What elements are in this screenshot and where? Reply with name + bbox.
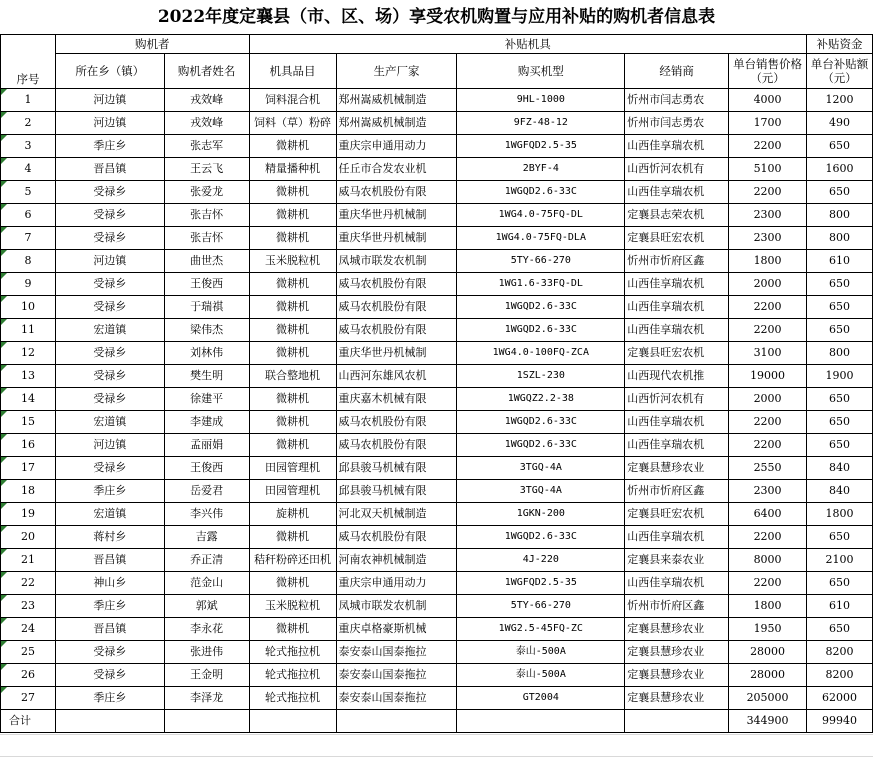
table-row (1, 388, 873, 411)
cell-town[interactable]: 受禄乡 (55, 204, 164, 227)
cell-buyer[interactable]: 张爱龙 (164, 181, 249, 204)
cell-buyer[interactable]: 王俊西 (164, 273, 249, 296)
table-row (1, 158, 873, 181)
cell-seq[interactable]: 17 (1, 457, 56, 480)
table-row (1, 641, 873, 664)
cell-subsidy[interactable]: 490 (807, 112, 873, 135)
cell-seq[interactable]: 1 (1, 89, 56, 112)
cell-model[interactable]: 1WG4.0-100FQ-ZCA (457, 342, 625, 365)
cell-dealer[interactable]: 山西佳享瑞农机 (625, 434, 729, 457)
cell-model[interactable]: 4J-220 (457, 549, 625, 572)
total-cell[interactable] (164, 710, 249, 733)
table-row (1, 89, 873, 112)
cell-seq[interactable]: 10 (1, 296, 56, 319)
cell-maker[interactable]: 山西河东雄风农机 (336, 365, 457, 388)
cell-seq[interactable]: 25 (1, 641, 56, 664)
cell-seq[interactable]: 20 (1, 526, 56, 549)
cell-price[interactable]: 4000 (729, 89, 807, 112)
cell-dealer[interactable]: 定襄县慧珍农业 (625, 664, 729, 687)
table-row (1, 457, 873, 480)
cell-buyer[interactable]: 张吉怀 (164, 227, 249, 250)
cell-price[interactable]: 2200 (729, 135, 807, 158)
total-cell[interactable] (249, 710, 336, 733)
cell-item[interactable]: 田园管理机 (249, 480, 336, 503)
table-row (1, 319, 873, 342)
cell-model[interactable]: 1WGFQD2.5-35 (457, 135, 625, 158)
cell-price[interactable]: 2000 (729, 273, 807, 296)
cell-town[interactable]: 受禄乡 (55, 388, 164, 411)
cell-item[interactable]: 旋耕机 (249, 503, 336, 526)
cell-model[interactable]: 1WGQD2.6-33C (457, 411, 625, 434)
cell-model[interactable]: 1WG4.0-75FQ-DLA (457, 227, 625, 250)
cell-item[interactable]: 微耕机 (249, 273, 336, 296)
cell-seq[interactable]: 27 (1, 687, 56, 710)
cell-town[interactable]: 宏道镇 (55, 411, 164, 434)
header-maker[interactable]: 生产厂家 (336, 54, 457, 89)
table-row (1, 181, 873, 204)
cell-price[interactable]: 2200 (729, 526, 807, 549)
cell-item[interactable]: 饲料混合机 (249, 89, 336, 112)
cell-town[interactable]: 受禄乡 (55, 227, 164, 250)
header-town[interactable]: 所在乡（镇） (55, 54, 164, 89)
cell-buyer[interactable]: 范金山 (164, 572, 249, 595)
cell-dealer[interactable]: 山西忻河农机有 (625, 388, 729, 411)
cell-item[interactable]: 微耕机 (249, 181, 336, 204)
cell-item[interactable]: 微耕机 (249, 319, 336, 342)
cell-buyer[interactable]: 戎效峰 (164, 112, 249, 135)
cell-subsidy[interactable]: 1600 (807, 158, 873, 181)
cell-maker[interactable]: 威马农机股份有限 (336, 526, 457, 549)
cell-town[interactable]: 宏道镇 (55, 319, 164, 342)
cell-buyer[interactable]: 郭斌 (164, 595, 249, 618)
total-cell[interactable] (625, 710, 729, 733)
cell-seq[interactable]: 6 (1, 204, 56, 227)
total-cell[interactable] (55, 710, 164, 733)
total-row (1, 710, 873, 733)
cell-item[interactable]: 精量播种机 (249, 158, 336, 181)
table-row (1, 296, 873, 319)
cell-subsidy[interactable]: 1900 (807, 365, 873, 388)
cell-subsidy[interactable]: 650 (807, 273, 873, 296)
table-row (1, 227, 873, 250)
cell-buyer[interactable]: 王金明 (164, 664, 249, 687)
cell-model[interactable]: 泰山-500A (457, 664, 625, 687)
cell-item[interactable]: 微耕机 (249, 227, 336, 250)
table-row (1, 618, 873, 641)
cell-price[interactable]: 2300 (729, 227, 807, 250)
cell-dealer[interactable]: 山西佳享瑞农机 (625, 526, 729, 549)
header-group-fund[interactable]: 补贴资金 (807, 35, 873, 54)
empty-grid-area (0, 734, 873, 772)
cell-maker[interactable]: 威马农机股份有限 (336, 434, 457, 457)
cell-item[interactable]: 微耕机 (249, 342, 336, 365)
cell-item[interactable]: 玉米脱粒机 (249, 595, 336, 618)
table-row (1, 273, 873, 296)
table-row (1, 549, 873, 572)
cell-seq[interactable]: 19 (1, 503, 56, 526)
table-row (1, 204, 873, 227)
cell-maker[interactable]: 威马农机股份有限 (336, 273, 457, 296)
cell-maker[interactable]: 邱县骏马机械有限 (336, 480, 457, 503)
cell-maker[interactable]: 重庆华世丹机械制 (336, 227, 457, 250)
cell-item[interactable]: 微耕机 (249, 526, 336, 549)
cell-maker[interactable]: 威马农机股份有限 (336, 181, 457, 204)
header-group-machine[interactable]: 补贴机具 (249, 35, 806, 54)
cell-dealer[interactable]: 山西佳享瑞农机 (625, 181, 729, 204)
cell-model[interactable]: 3TGQ-4A (457, 457, 625, 480)
cell-item[interactable]: 微耕机 (249, 135, 336, 158)
cell-dealer[interactable]: 定襄县来泰农业 (625, 549, 729, 572)
cell-maker[interactable]: 河北双天机械制造 (336, 503, 457, 526)
cell-model[interactable]: 1WG1.6-33FQ-DL (457, 273, 625, 296)
sheet-title: 2022年度定襄县（市、区、场）享受农机购置与应用补贴的购机者信息表 (0, 0, 873, 35)
total-price[interactable]: 344900 (729, 710, 807, 733)
cell-subsidy[interactable]: 650 (807, 411, 873, 434)
cell-subsidy[interactable]: 650 (807, 296, 873, 319)
cell-seq[interactable]: 8 (1, 250, 56, 273)
cell-dealer[interactable]: 定襄县慧珍农业 (625, 618, 729, 641)
cell-maker[interactable]: 重庆华世丹机械制 (336, 204, 457, 227)
cell-seq[interactable]: 13 (1, 365, 56, 388)
cell-seq[interactable]: 11 (1, 319, 56, 342)
cell-price[interactable]: 2200 (729, 319, 807, 342)
cell-seq[interactable]: 18 (1, 480, 56, 503)
cell-town[interactable]: 河边镇 (55, 89, 164, 112)
cell-model[interactable]: 1SZL-230 (457, 365, 625, 388)
cell-price[interactable]: 1950 (729, 618, 807, 641)
cell-model[interactable]: 9FZ-48-12 (457, 112, 625, 135)
cell-price[interactable]: 8000 (729, 549, 807, 572)
cell-seq[interactable]: 24 (1, 618, 56, 641)
cell-price[interactable]: 2300 (729, 204, 807, 227)
cell-maker[interactable]: 郑州嵩威机械制造 (336, 112, 457, 135)
cell-dealer[interactable]: 定襄县旺宏农机 (625, 342, 729, 365)
cell-town[interactable]: 季庄乡 (55, 687, 164, 710)
header-group-buyer[interactable]: 购机者 (55, 35, 249, 54)
cell-town[interactable]: 河边镇 (55, 112, 164, 135)
cell-subsidy[interactable]: 650 (807, 319, 873, 342)
cell-price[interactable]: 2000 (729, 388, 807, 411)
cell-buyer[interactable]: 张吉怀 (164, 204, 249, 227)
cell-buyer[interactable]: 李兴伟 (164, 503, 249, 526)
cell-buyer[interactable]: 徐建平 (164, 388, 249, 411)
cell-maker[interactable]: 重庆卓格豪斯机械 (336, 618, 457, 641)
table-row (1, 411, 873, 434)
cell-subsidy[interactable]: 650 (807, 526, 873, 549)
cell-subsidy[interactable]: 840 (807, 480, 873, 503)
cell-seq[interactable]: 15 (1, 411, 56, 434)
cell-subsidy[interactable]: 800 (807, 342, 873, 365)
cell-model[interactable]: 1WGQD2.6-33C (457, 319, 625, 342)
cell-town[interactable]: 受禄乡 (55, 273, 164, 296)
total-subsidy[interactable]: 99940 (807, 710, 873, 733)
cell-dealer[interactable]: 忻州市忻府区鑫 (625, 480, 729, 503)
cell-maker[interactable]: 泰安泰山国泰拖拉 (336, 664, 457, 687)
cell-dealer[interactable]: 山西佳享瑞农机 (625, 572, 729, 595)
cell-price[interactable]: 2300 (729, 480, 807, 503)
cell-model[interactable]: 1WGQD2.6-33C (457, 181, 625, 204)
cell-town[interactable]: 晋昌镇 (55, 549, 164, 572)
table-row (1, 572, 873, 595)
cell-item[interactable]: 轮式拖拉机 (249, 687, 336, 710)
cell-dealer[interactable]: 忻州市忻府区鑫 (625, 250, 729, 273)
cell-seq[interactable]: 26 (1, 664, 56, 687)
cell-model[interactable]: 1WG4.0-75FQ-DL (457, 204, 625, 227)
cell-town[interactable]: 受禄乡 (55, 342, 164, 365)
cell-dealer[interactable]: 定襄县慧珍农业 (625, 641, 729, 664)
cell-town[interactable]: 河边镇 (55, 250, 164, 273)
cell-price[interactable]: 2200 (729, 434, 807, 457)
cell-subsidy[interactable]: 650 (807, 135, 873, 158)
header-row-groups (1, 35, 873, 54)
cell-buyer[interactable]: 樊生明 (164, 365, 249, 388)
cell-item[interactable]: 微耕机 (249, 204, 336, 227)
cell-model[interactable]: 5TY-66-270 (457, 250, 625, 273)
cell-dealer[interactable]: 忻州市闫志勇农 (625, 112, 729, 135)
table-row (1, 250, 873, 273)
cell-price[interactable]: 5100 (729, 158, 807, 181)
cell-town[interactable]: 晋昌镇 (55, 158, 164, 181)
header-row-columns (1, 54, 873, 89)
cell-item[interactable]: 微耕机 (249, 434, 336, 457)
cell-price[interactable]: 1700 (729, 112, 807, 135)
cell-subsidy[interactable]: 650 (807, 572, 873, 595)
cell-subsidy[interactable]: 650 (807, 181, 873, 204)
table-row (1, 135, 873, 158)
cell-town[interactable]: 季庄乡 (55, 135, 164, 158)
cell-dealer[interactable]: 山西佳享瑞农机 (625, 319, 729, 342)
cell-seq[interactable]: 4 (1, 158, 56, 181)
cell-subsidy[interactable]: 1800 (807, 503, 873, 526)
cell-subsidy[interactable]: 840 (807, 457, 873, 480)
cell-price[interactable]: 19000 (729, 365, 807, 388)
cell-model[interactable]: 9HL-1000 (457, 89, 625, 112)
cell-seq[interactable]: 22 (1, 572, 56, 595)
cell-seq[interactable]: 9 (1, 273, 56, 296)
cell-model[interactable]: 2BYF-4 (457, 158, 625, 181)
buyer-info-table (0, 34, 873, 733)
cell-maker[interactable]: 河南农神机械制造 (336, 549, 457, 572)
cell-item[interactable]: 秸秆粉碎还田机 (249, 549, 336, 572)
cell-maker[interactable]: 邱县骏马机械有限 (336, 457, 457, 480)
cell-item[interactable]: 玉米脱粒机 (249, 250, 336, 273)
cell-dealer[interactable]: 忻州市忻府区鑫 (625, 595, 729, 618)
table-row (1, 526, 873, 549)
cell-price[interactable]: 1800 (729, 250, 807, 273)
cell-item[interactable]: 微耕机 (249, 618, 336, 641)
cell-maker[interactable]: 凤城市联发农机制 (336, 250, 457, 273)
cell-subsidy[interactable]: 650 (807, 434, 873, 457)
cell-dealer[interactable]: 山西现代农机推 (625, 365, 729, 388)
total-label[interactable]: 合计 (1, 710, 56, 733)
cell-town[interactable]: 蒋村乡 (55, 526, 164, 549)
cell-price[interactable]: 2550 (729, 457, 807, 480)
cell-dealer[interactable]: 山西忻河农机有 (625, 158, 729, 181)
cell-buyer[interactable]: 李永花 (164, 618, 249, 641)
table-row (1, 480, 873, 503)
cell-buyer[interactable]: 岳爱君 (164, 480, 249, 503)
cell-maker[interactable]: 重庆宗申通用动力 (336, 572, 457, 595)
cell-subsidy[interactable]: 800 (807, 204, 873, 227)
cell-town[interactable]: 受禄乡 (55, 365, 164, 388)
cell-item[interactable]: 微耕机 (249, 572, 336, 595)
cell-maker[interactable]: 重庆华世丹机械制 (336, 342, 457, 365)
cell-model[interactable]: 3TGQ-4A (457, 480, 625, 503)
table-row (1, 434, 873, 457)
cell-seq[interactable]: 23 (1, 595, 56, 618)
cell-town[interactable]: 受禄乡 (55, 296, 164, 319)
total-cell[interactable] (336, 710, 457, 733)
cell-subsidy[interactable]: 62000 (807, 687, 873, 710)
cell-buyer[interactable]: 张进伟 (164, 641, 249, 664)
cell-subsidy[interactable]: 1200 (807, 89, 873, 112)
cell-seq[interactable]: 2 (1, 112, 56, 135)
cell-item[interactable]: 微耕机 (249, 388, 336, 411)
table-row (1, 342, 873, 365)
cell-subsidy[interactable]: 650 (807, 388, 873, 411)
cell-price[interactable]: 2200 (729, 296, 807, 319)
total-cell[interactable] (457, 710, 625, 733)
cell-maker[interactable]: 重庆嘉木机械有限 (336, 388, 457, 411)
cell-maker[interactable]: 泰安泰山国泰拖拉 (336, 687, 457, 710)
header-price[interactable]: 单台销售价格（元） (729, 54, 807, 89)
cell-maker[interactable]: 威马农机股份有限 (336, 296, 457, 319)
cell-town[interactable]: 受禄乡 (55, 181, 164, 204)
table-row (1, 503, 873, 526)
cell-item[interactable]: 联合整地机 (249, 365, 336, 388)
table-body (1, 89, 873, 710)
cell-town[interactable]: 河边镇 (55, 434, 164, 457)
cell-model[interactable]: GT2004 (457, 687, 625, 710)
cell-item[interactable]: 轮式拖拉机 (249, 664, 336, 687)
cell-seq[interactable]: 12 (1, 342, 56, 365)
cell-buyer[interactable]: 李建成 (164, 411, 249, 434)
cell-maker[interactable]: 泰安泰山国泰拖拉 (336, 641, 457, 664)
cell-price[interactable]: 3100 (729, 342, 807, 365)
cell-maker[interactable]: 重庆宗申通用动力 (336, 135, 457, 158)
table-row (1, 365, 873, 388)
cell-buyer[interactable]: 张志军 (164, 135, 249, 158)
cell-model[interactable]: 1GKN-200 (457, 503, 625, 526)
cell-dealer[interactable]: 定襄县慧珍农业 (625, 457, 729, 480)
cell-town[interactable]: 受禄乡 (55, 457, 164, 480)
cell-price[interactable]: 28000 (729, 641, 807, 664)
cell-seq[interactable]: 14 (1, 388, 56, 411)
cell-model[interactable]: 1WGFQD2.5-35 (457, 572, 625, 595)
cell-buyer[interactable]: 刘林伟 (164, 342, 249, 365)
cell-maker[interactable]: 威马农机股份有限 (336, 411, 457, 434)
cell-model[interactable]: 1WGQD2.6-33C (457, 526, 625, 549)
cell-seq[interactable]: 7 (1, 227, 56, 250)
cell-price[interactable]: 28000 (729, 664, 807, 687)
cell-price[interactable]: 6400 (729, 503, 807, 526)
cell-town[interactable]: 神山乡 (55, 572, 164, 595)
cell-buyer[interactable]: 王云飞 (164, 158, 249, 181)
cell-item[interactable]: 微耕机 (249, 411, 336, 434)
cell-model[interactable]: 5TY-66-270 (457, 595, 625, 618)
cell-buyer[interactable]: 吉露 (164, 526, 249, 549)
cell-dealer[interactable]: 定襄县旺宏农机 (625, 503, 729, 526)
cell-item[interactable]: 微耕机 (249, 296, 336, 319)
cell-price[interactable]: 2200 (729, 572, 807, 595)
cell-dealer[interactable]: 定襄县旺宏农机 (625, 227, 729, 250)
cell-town[interactable]: 受禄乡 (55, 664, 164, 687)
cell-town[interactable]: 季庄乡 (55, 595, 164, 618)
cell-seq[interactable]: 5 (1, 181, 56, 204)
table-row (1, 687, 873, 710)
cell-subsidy[interactable]: 8200 (807, 664, 873, 687)
header-model[interactable]: 购买机型 (457, 54, 625, 89)
cell-model[interactable]: 1WGQD2.6-33C (457, 296, 625, 319)
header-item[interactable]: 机具品目 (249, 54, 336, 89)
header-subsidy[interactable]: 单台补贴额（元） (807, 54, 873, 89)
cell-town[interactable]: 晋昌镇 (55, 618, 164, 641)
cell-seq[interactable]: 16 (1, 434, 56, 457)
header-seq[interactable]: 序号 (1, 35, 56, 89)
cell-dealer[interactable]: 忻州市闫志勇农 (625, 89, 729, 112)
cell-dealer[interactable]: 山西佳享瑞农机 (625, 296, 729, 319)
cell-maker[interactable]: 威马农机股份有限 (336, 319, 457, 342)
cell-subsidy[interactable]: 610 (807, 250, 873, 273)
cell-buyer[interactable]: 乔正清 (164, 549, 249, 572)
cell-item[interactable]: 轮式拖拉机 (249, 641, 336, 664)
table-row (1, 664, 873, 687)
cell-model[interactable]: 1WGQD2.6-33C (457, 434, 625, 457)
header-dealer[interactable]: 经销商 (625, 54, 729, 89)
cell-subsidy[interactable]: 2100 (807, 549, 873, 572)
header-buyer[interactable]: 购机者姓名 (164, 54, 249, 89)
table-row (1, 595, 873, 618)
cell-buyer[interactable]: 于瑞祺 (164, 296, 249, 319)
cell-price[interactable]: 205000 (729, 687, 807, 710)
cell-model[interactable]: 泰山-500A (457, 641, 625, 664)
cell-item[interactable]: 田园管理机 (249, 457, 336, 480)
cell-subsidy[interactable]: 800 (807, 227, 873, 250)
cell-price[interactable]: 2200 (729, 181, 807, 204)
cell-buyer[interactable]: 曲世杰 (164, 250, 249, 273)
cell-maker[interactable]: 凤城市联发农机制 (336, 595, 457, 618)
table-row (1, 112, 873, 135)
cell-buyer[interactable]: 李泽龙 (164, 687, 249, 710)
cell-town[interactable]: 宏道镇 (55, 503, 164, 526)
cell-subsidy[interactable]: 610 (807, 595, 873, 618)
cell-price[interactable]: 2200 (729, 411, 807, 434)
cell-maker[interactable]: 郑州嵩威机械制造 (336, 89, 457, 112)
cell-model[interactable]: 1WG2.5-45FQ-ZC (457, 618, 625, 641)
cell-dealer[interactable]: 山西佳享瑞农机 (625, 411, 729, 434)
cell-buyer[interactable]: 梁伟杰 (164, 319, 249, 342)
cell-seq[interactable]: 3 (1, 135, 56, 158)
cell-subsidy[interactable]: 8200 (807, 641, 873, 664)
cell-price[interactable]: 1800 (729, 595, 807, 618)
cell-maker[interactable]: 任丘市合发农业机 (336, 158, 457, 181)
cell-item[interactable]: 饲料（草）粉碎 (249, 112, 336, 135)
cell-buyer[interactable]: 戎效峰 (164, 89, 249, 112)
cell-town[interactable]: 季庄乡 (55, 480, 164, 503)
cell-dealer[interactable]: 山西佳享瑞农机 (625, 273, 729, 296)
cell-dealer[interactable]: 山西佳享瑞农机 (625, 135, 729, 158)
cell-model[interactable]: 1WGQZ2.2-38 (457, 388, 625, 411)
cell-subsidy[interactable]: 650 (807, 618, 873, 641)
cell-dealer[interactable]: 定襄县慧珍农业 (625, 687, 729, 710)
cell-buyer[interactable]: 王俊西 (164, 457, 249, 480)
cell-town[interactable]: 受禄乡 (55, 641, 164, 664)
cell-seq[interactable]: 21 (1, 549, 56, 572)
cell-buyer[interactable]: 孟丽娟 (164, 434, 249, 457)
cell-dealer[interactable]: 定襄县志荣农机 (625, 204, 729, 227)
